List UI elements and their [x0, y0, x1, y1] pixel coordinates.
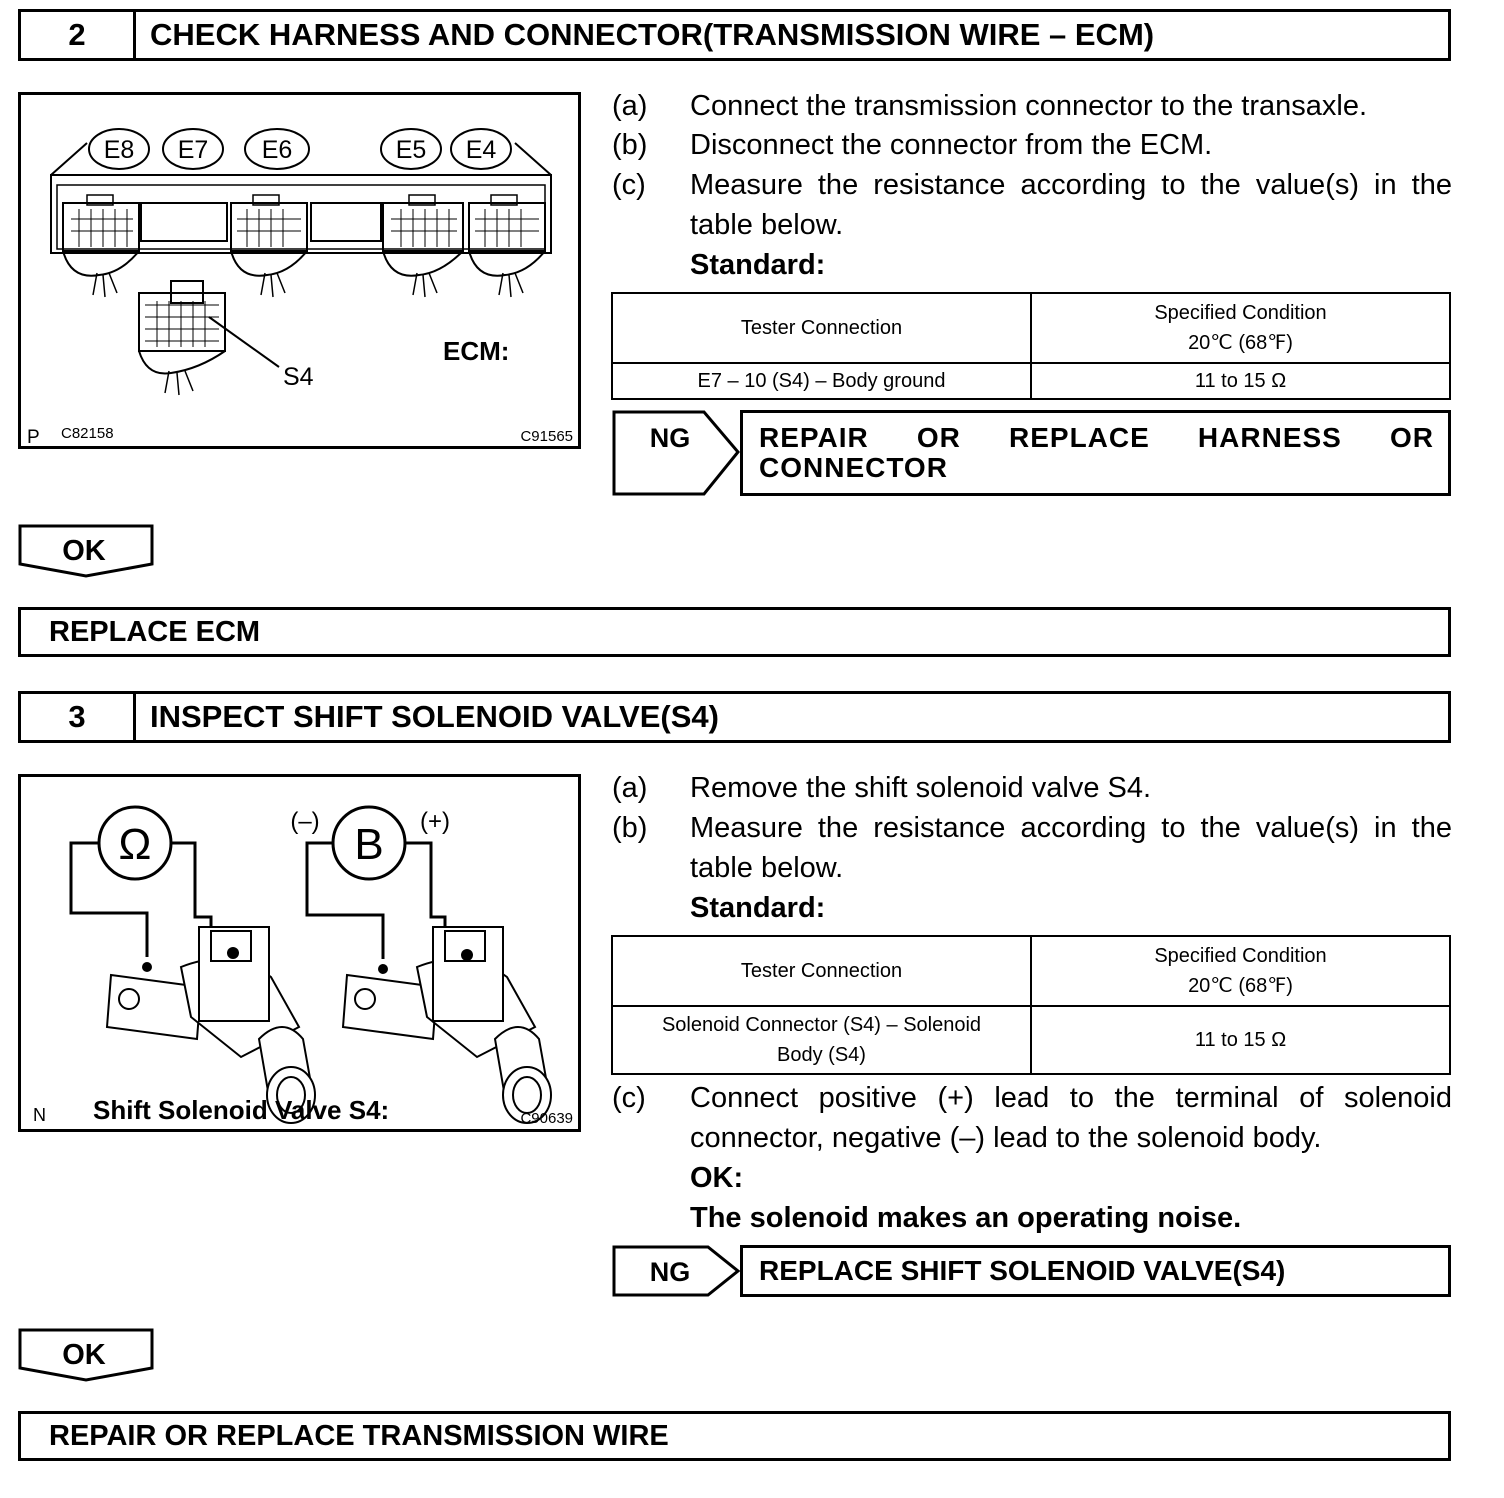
- replace-ecm-result: [18, 607, 1451, 657]
- standard-label: Standard:: [690, 892, 826, 924]
- ng-label: NG: [649, 1257, 691, 1287]
- connector-label-e7: E7: [177, 136, 209, 164]
- ok-arrow: [18, 1328, 158, 1382]
- connector-label-e8: E8: [103, 136, 135, 164]
- instruction-text: Measure the resistance according to the value(s) in the table below.: [690, 812, 1452, 884]
- instruction-a: [612, 768, 1452, 808]
- solenoid-drawing: [21, 777, 578, 1129]
- instruction-text: Disconnect the connector from the ECM.: [690, 129, 1213, 161]
- ok-label: OK: [62, 1339, 106, 1371]
- ecm-label: ECM:: [443, 336, 510, 366]
- header-tester-connection: Tester Connection: [612, 936, 1031, 1006]
- instruction-label: (c): [612, 1082, 646, 1114]
- header-condition-temp: 20℃ (68℉): [1188, 975, 1293, 997]
- header-specified-condition: [1031, 293, 1450, 363]
- figure-corner-mark: N: [33, 1105, 46, 1125]
- connector-label-e4: E4: [465, 136, 497, 164]
- part-label-s4: S4: [283, 363, 314, 391]
- ok-label: OK: [62, 535, 106, 567]
- instruction-text: Remove the shift solenoid valve S4.: [690, 772, 1152, 804]
- step-number: 3: [21, 694, 136, 740]
- figure-code: C90639: [520, 1110, 573, 1127]
- figure-corner-mark: P: [27, 427, 40, 446]
- instruction-a: [612, 86, 1452, 126]
- ng-action: [740, 410, 1451, 496]
- step-2-header: [18, 9, 1451, 61]
- step-title: INSPECT SHIFT SOLENOID VALVE(S4): [150, 699, 719, 734]
- spec-table: [611, 292, 1451, 400]
- figure-code-right: C91565: [520, 428, 573, 445]
- result-text: REPAIR OR REPLACE TRANSMISSION WIRE: [49, 1419, 669, 1452]
- result-text: REPLACE ECM: [49, 615, 261, 648]
- spec-table: [611, 935, 1451, 1075]
- figure-caption: Shift Solenoid Valve S4:: [93, 1095, 390, 1125]
- ng-label: NG: [649, 423, 691, 453]
- instruction-text: Connect the transmission connector to the transaxle.: [690, 90, 1368, 122]
- instruction-c: [612, 165, 1452, 245]
- instruction-label: (b): [612, 129, 648, 161]
- ok-arrow: [18, 524, 158, 578]
- cell-tester-connection: [612, 1006, 1031, 1074]
- ng-action-text: REPLACE SHIFT SOLENOID VALVE(S4): [759, 1255, 1286, 1286]
- instruction-c: [612, 1078, 1452, 1158]
- header-specified-condition: [1031, 936, 1450, 1006]
- positive-label: (+): [420, 808, 450, 835]
- ok-heading: OK:: [690, 1162, 744, 1194]
- instruction-label: (a): [612, 90, 648, 122]
- repair-transmission-wire-result: [18, 1411, 1451, 1461]
- step-number: 2: [21, 12, 136, 58]
- connector-label-e5: E5: [395, 136, 427, 164]
- instruction-label: (c): [612, 169, 646, 201]
- connector-label-e6: E6: [261, 136, 293, 164]
- cell-tester-connection: E7 – 10 (S4) – Body ground: [612, 363, 1031, 399]
- figure-code-left: C82158: [61, 425, 114, 442]
- battery-symbol: B: [354, 820, 384, 869]
- solenoid-figure: [18, 774, 581, 1132]
- instruction-b: [612, 808, 1452, 888]
- header-specified-condition-label: Specified Condition: [1154, 945, 1327, 967]
- negative-label: (–): [290, 808, 320, 835]
- ng-action: [740, 1245, 1451, 1297]
- ng-arrow: [612, 1245, 742, 1297]
- instruction-label: (b): [612, 812, 648, 844]
- ecm-connector-figure: [18, 92, 581, 449]
- step-title: CHECK HARNESS AND CONNECTOR(TRANSMISSION WIRE – ECM): [150, 17, 1155, 52]
- ng-arrow: [612, 410, 742, 496]
- header-condition-temp: 20℃ (68℉): [1188, 332, 1293, 354]
- header-tester-connection: Tester Connection: [612, 293, 1031, 363]
- ecm-connector-drawing: [21, 95, 578, 446]
- cell-tester-connection-text: Solenoid Connector (S4) – Solenoid Body (S4): [661, 1014, 982, 1066]
- instruction-b: [612, 125, 1452, 165]
- instruction-text: Measure the resistance according to the value(s) in the table below.: [690, 169, 1452, 241]
- ng-action-text: REPAIR OR REPLACE HARNESS OR CONNECTOR: [759, 422, 1434, 483]
- ok-condition-text: The solenoid makes an operating noise.: [690, 1202, 1242, 1234]
- cell-specified-condition: 11 to 15 Ω: [1031, 363, 1450, 399]
- standard-label: Standard:: [690, 249, 826, 281]
- header-specified-condition-label: Specified Condition: [1154, 302, 1327, 324]
- step-3-header: [18, 691, 1451, 743]
- instruction-text: Connect positive (+) lead to the terminal of solenoid connector, negative (–) lead to the solenoid body.: [690, 1082, 1452, 1154]
- cell-specified-condition: 11 to 15 Ω: [1031, 1006, 1450, 1074]
- instruction-label: (a): [612, 772, 648, 804]
- ohmmeter-symbol: Ω: [118, 820, 152, 869]
